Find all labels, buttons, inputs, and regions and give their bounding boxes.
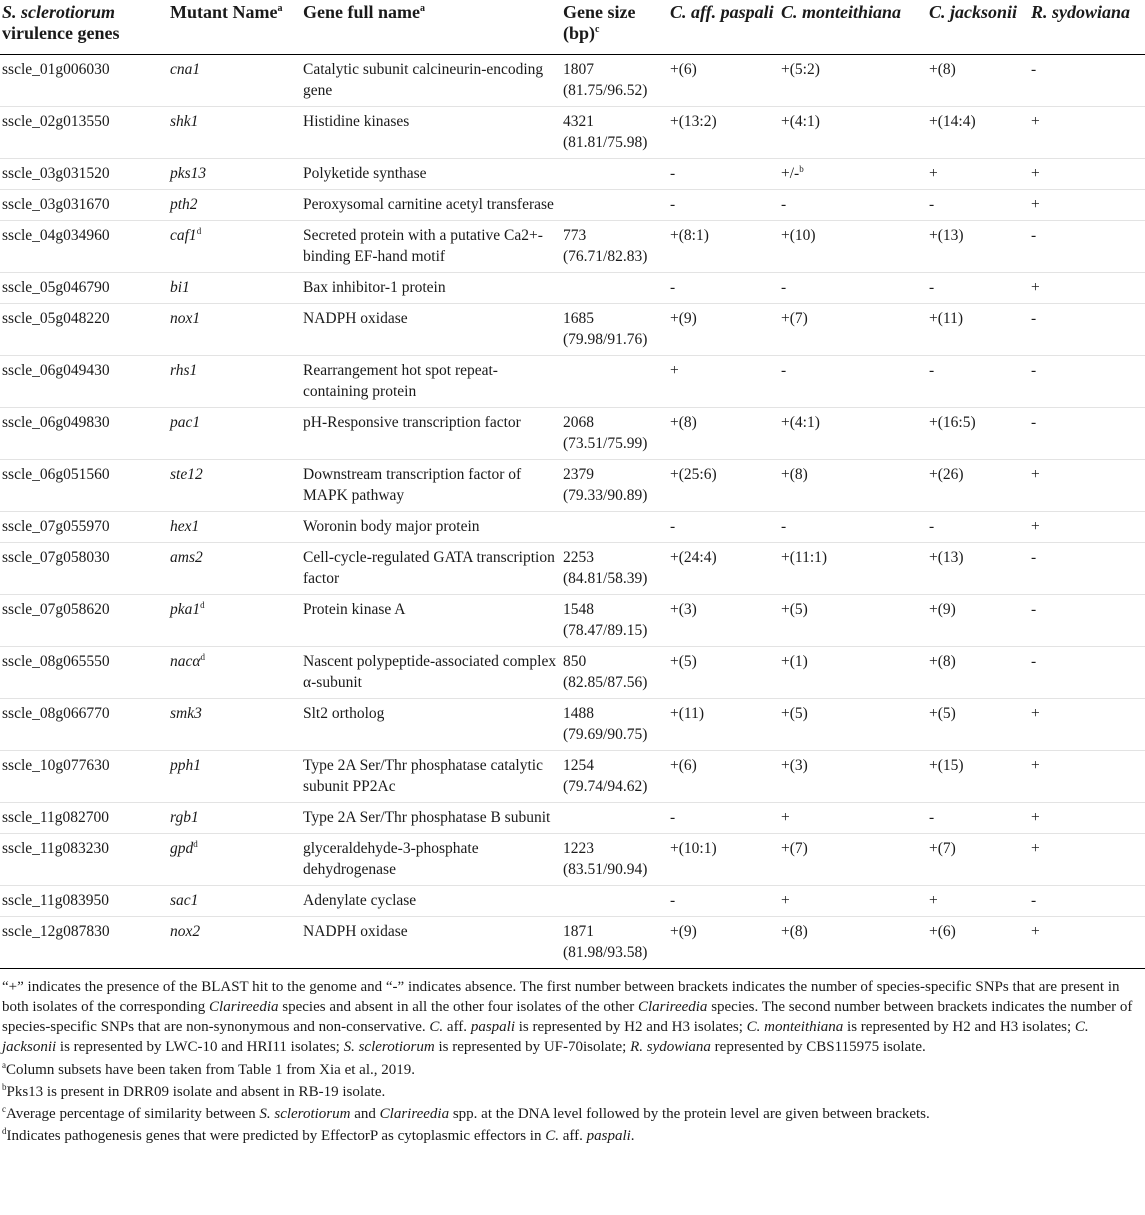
- cell-c-jacksonii: -: [927, 512, 1029, 543]
- table-row: [0, 107, 1145, 159]
- cell-c-jacksonii: +(14:4): [927, 107, 1029, 159]
- cell-c-aff-paspali: -: [668, 273, 779, 304]
- cell-c-aff-paspali: -: [668, 886, 779, 917]
- cell-c-monteithiana: +/-$^b$: [779, 159, 927, 190]
- cell-gene-full-name: Adenylate cyclase: [301, 886, 561, 917]
- cell-gene-id: sscle_02g013550: [0, 107, 168, 159]
- footnote-b: $^b$Pks13 is present in DRR09 isolate and absent in RB-19 isolate.: [2, 1082, 386, 1100]
- cell-c-monteithiana: +(11:1): [779, 543, 927, 595]
- cell-gene-size: [561, 803, 668, 834]
- cell-r-sydowiana: -: [1029, 408, 1145, 460]
- cell-mutant-name: bi1: [168, 273, 301, 304]
- cell-mutant-name: pka1$^d$: [168, 595, 301, 647]
- cell-gene-id: sscle_06g051560: [0, 460, 168, 512]
- cell-c-monteithiana: -: [779, 512, 927, 543]
- cell-c-aff-paspali: +(8): [668, 408, 779, 460]
- cell-gene-full-name: Protein kinase A: [301, 595, 561, 647]
- cell-gene-id: sscle_08g066770: [0, 699, 168, 751]
- table-row: [0, 543, 1145, 595]
- cell-gene-size: 2253 (84.81/58.39): [561, 543, 668, 595]
- cell-r-sydowiana: -: [1029, 304, 1145, 356]
- cell-gene-size: [561, 512, 668, 543]
- cell-r-sydowiana: +: [1029, 699, 1145, 751]
- cell-r-sydowiana: +: [1029, 751, 1145, 803]
- cell-gene-full-name: Type 2A Ser/Thr phosphatase catalytic subunit PP2Ac: [301, 751, 561, 803]
- cell-gene-full-name: Woronin body major protein: [301, 512, 561, 543]
- cell-gene-full-name: Histidine kinases: [301, 107, 561, 159]
- cell-mutant-name: nox1: [168, 304, 301, 356]
- cell-c-monteithiana: +(5): [779, 699, 927, 751]
- cell-mutant-name: caf1$^d$: [168, 221, 301, 273]
- cell-gene-id: sscle_07g058030: [0, 543, 168, 595]
- cell-gene-id: sscle_10g077630: [0, 751, 168, 803]
- table-row: [0, 159, 1145, 190]
- cell-gene-size: 1488 (79.69/90.75): [561, 699, 668, 751]
- header-mutant-name: Mutant Name$^a$: [168, 0, 301, 55]
- cell-gene-id: sscle_12g087830: [0, 917, 168, 969]
- cell-gene-id: sscle_11g083230: [0, 834, 168, 886]
- cell-c-jacksonii: +: [927, 886, 1029, 917]
- cell-gene-size: 1548 (78.47/89.15): [561, 595, 668, 647]
- header-c-jacksonii: C. jacksonii: [927, 0, 1029, 55]
- table-row: [0, 55, 1145, 107]
- cell-gene-size: 1807 (81.75/96.52): [561, 55, 668, 107]
- cell-c-monteithiana: +: [779, 886, 927, 917]
- table-row: [0, 304, 1145, 356]
- cell-gene-full-name: NADPH oxidase: [301, 304, 561, 356]
- cell-mutant-name: smk3: [168, 699, 301, 751]
- cell-c-jacksonii: +: [927, 159, 1029, 190]
- cell-gene-full-name: Secreted protein with a putative Ca2+-binding EF-hand motif: [301, 221, 561, 273]
- cell-mutant-name: rgb1: [168, 803, 301, 834]
- footnote-c: $^c$Average percentage of similarity between S. sclerotiorum and Clarireedia spp. at the DNA level followed by the protein level are given between brackets.: [2, 1104, 930, 1122]
- cell-c-monteithiana: +(4:1): [779, 408, 927, 460]
- cell-c-jacksonii: +(8): [927, 55, 1029, 107]
- cell-r-sydowiana: +: [1029, 917, 1145, 969]
- cell-r-sydowiana: -: [1029, 221, 1145, 273]
- cell-c-aff-paspali: -: [668, 512, 779, 543]
- cell-r-sydowiana: +: [1029, 190, 1145, 221]
- cell-gene-size: [561, 273, 668, 304]
- cell-gene-size: 1871 (81.98/93.58): [561, 917, 668, 969]
- cell-gene-full-name: Bax inhibitor-1 protein: [301, 273, 561, 304]
- cell-gene-full-name: Slt2 ortholog: [301, 699, 561, 751]
- cell-gene-size: 4321 (81.81/75.98): [561, 107, 668, 159]
- cell-c-jacksonii: -: [927, 356, 1029, 408]
- cell-c-aff-paspali: +(8:1): [668, 221, 779, 273]
- cell-gene-id: sscle_06g049830: [0, 408, 168, 460]
- footnote-main: “+” indicates the presence of the BLAST hit to the genome and “-” indicates absence. The first number between brackets indicates the number of species-specific SNPs that are present in both isolates of the corresponding Clarireedia species and absent in all the other four isolates of the other Clarireedia species. The second number between brackets indicates the number of species-specific SNPs that are non-synonymous and non-conservative. C. aff. paspali is represented by H2 and H3 isolates; C. monteithiana is represented by H2 and H3 isolates; C. jacksonii is represented by LWC-10 and HRI11 isolates; S. sclerotiorum is represented by UF-70isolate; R. sydowiana represented by CBS115975 isolate.: [2, 979, 1133, 1055]
- header-gene-size: Gene size (bp)$^c$: [561, 0, 668, 55]
- cell-c-aff-paspali: +: [668, 356, 779, 408]
- cell-mutant-name: pph1: [168, 751, 301, 803]
- table-row: [0, 751, 1145, 803]
- table-row: [0, 699, 1145, 751]
- cell-c-jacksonii: +(7): [927, 834, 1029, 886]
- cell-gene-id: sscle_07g055970: [0, 512, 168, 543]
- cell-r-sydowiana: -: [1029, 595, 1145, 647]
- cell-mutant-name: shk1: [168, 107, 301, 159]
- cell-gene-size: 1254 (79.74/94.62): [561, 751, 668, 803]
- table-body: [0, 55, 1145, 969]
- table-row: [0, 408, 1145, 460]
- cell-gene-full-name: Polyketide synthase: [301, 159, 561, 190]
- cell-gene-full-name: Nascent polypeptide-associated complex α-subunit: [301, 647, 561, 699]
- cell-mutant-name: ams2: [168, 543, 301, 595]
- cell-c-aff-paspali: -: [668, 159, 779, 190]
- cell-gene-size: 2068 (73.51/75.99): [561, 408, 668, 460]
- cell-c-aff-paspali: +(24:4): [668, 543, 779, 595]
- cell-r-sydowiana: +: [1029, 803, 1145, 834]
- footnote-a: $^a$Column subsets have been taken from Table 1 from Xia et al., 2019.: [2, 1060, 415, 1078]
- cell-c-jacksonii: +(5): [927, 699, 1029, 751]
- cell-c-jacksonii: +(8): [927, 647, 1029, 699]
- table-row: [0, 647, 1145, 699]
- cell-c-aff-paspali: +(5): [668, 647, 779, 699]
- cell-r-sydowiana: -: [1029, 543, 1145, 595]
- header-gene-full-name: Gene full name$^a$: [301, 0, 561, 55]
- cell-gene-size: [561, 159, 668, 190]
- cell-c-monteithiana: +(5): [779, 595, 927, 647]
- cell-c-monteithiana: +(7): [779, 304, 927, 356]
- cell-c-aff-paspali: +(3): [668, 595, 779, 647]
- cell-c-monteithiana: -: [779, 190, 927, 221]
- cell-c-jacksonii: -: [927, 803, 1029, 834]
- cell-r-sydowiana: -: [1029, 55, 1145, 107]
- table-row: [0, 356, 1145, 408]
- table-row: [0, 512, 1145, 543]
- header-c-monteithiana: C. monteithiana: [779, 0, 927, 55]
- cell-c-monteithiana: +(7): [779, 834, 927, 886]
- cell-r-sydowiana: +: [1029, 834, 1145, 886]
- cell-gene-full-name: Cell-cycle-regulated GATA transcription factor: [301, 543, 561, 595]
- cell-c-aff-paspali: +(6): [668, 751, 779, 803]
- table-row: [0, 190, 1145, 221]
- table-header-row: [0, 0, 1145, 55]
- table-footnotes: [0, 969, 1145, 1146]
- cell-gene-id: sscle_07g058620: [0, 595, 168, 647]
- header-r-sydowiana: R. sydowiana: [1029, 0, 1145, 55]
- cell-gene-size: [561, 886, 668, 917]
- cell-c-jacksonii: +(11): [927, 304, 1029, 356]
- cell-mutant-name: sac1: [168, 886, 301, 917]
- table-row: [0, 803, 1145, 834]
- cell-gene-id: sscle_11g082700: [0, 803, 168, 834]
- cell-gene-size: 773 (76.71/82.83): [561, 221, 668, 273]
- cell-c-jacksonii: +(6): [927, 917, 1029, 969]
- cell-c-jacksonii: +(13): [927, 221, 1029, 273]
- cell-gene-id: sscle_04g034960: [0, 221, 168, 273]
- cell-gene-size: 850 (82.85/87.56): [561, 647, 668, 699]
- cell-c-monteithiana: +(1): [779, 647, 927, 699]
- cell-gene-id: sscle_05g048220: [0, 304, 168, 356]
- cell-gene-full-name: glyceraldehyde-3-phosphate dehydrogenase: [301, 834, 561, 886]
- cell-r-sydowiana: -: [1029, 647, 1145, 699]
- cell-gene-id: sscle_03g031520: [0, 159, 168, 190]
- cell-r-sydowiana: +: [1029, 273, 1145, 304]
- cell-mutant-name: gpd$^d$: [168, 834, 301, 886]
- cell-c-aff-paspali: -: [668, 190, 779, 221]
- cell-c-jacksonii: +(9): [927, 595, 1029, 647]
- table-row: [0, 460, 1145, 512]
- cell-gene-size: [561, 356, 668, 408]
- cell-gene-full-name: Downstream transcription factor of MAPK pathway: [301, 460, 561, 512]
- header-virulence-genes: S. sclerotiorum virulence genes: [0, 0, 168, 55]
- cell-mutant-name: rhs1: [168, 356, 301, 408]
- cell-c-aff-paspali: +(9): [668, 917, 779, 969]
- cell-gene-id: sscle_05g046790: [0, 273, 168, 304]
- cell-c-aff-paspali: -: [668, 803, 779, 834]
- cell-c-aff-paspali: +(6): [668, 55, 779, 107]
- cell-c-monteithiana: +(8): [779, 460, 927, 512]
- cell-c-monteithiana: +(10): [779, 221, 927, 273]
- cell-r-sydowiana: +: [1029, 159, 1145, 190]
- cell-gene-size: 1223 (83.51/90.94): [561, 834, 668, 886]
- cell-gene-size: 2379 (79.33/90.89): [561, 460, 668, 512]
- table-row: [0, 595, 1145, 647]
- table-row: [0, 221, 1145, 273]
- cell-c-jacksonii: -: [927, 190, 1029, 221]
- cell-r-sydowiana: +: [1029, 107, 1145, 159]
- cell-gene-full-name: NADPH oxidase: [301, 917, 561, 969]
- cell-gene-full-name: Type 2A Ser/Thr phosphatase B subunit: [301, 803, 561, 834]
- cell-c-monteithiana: +(8): [779, 917, 927, 969]
- cell-gene-size: [561, 190, 668, 221]
- cell-mutant-name: hex1: [168, 512, 301, 543]
- cell-c-aff-paspali: +(25:6): [668, 460, 779, 512]
- cell-gene-full-name: Catalytic subunit calcineurin-encoding gene: [301, 55, 561, 107]
- cell-mutant-name: nox2: [168, 917, 301, 969]
- cell-c-jacksonii: +(26): [927, 460, 1029, 512]
- cell-c-monteithiana: +: [779, 803, 927, 834]
- cell-mutant-name: pth2: [168, 190, 301, 221]
- footnote-d: $^d$Indicates pathogenesis genes that were predicted by EffectorP as cytoplasmic effectors in C. aff. paspali.: [2, 1126, 635, 1144]
- cell-c-monteithiana: +(3): [779, 751, 927, 803]
- cell-gene-full-name: pH-Responsive transcription factor: [301, 408, 561, 460]
- cell-c-jacksonii: +(16:5): [927, 408, 1029, 460]
- cell-c-aff-paspali: +(9): [668, 304, 779, 356]
- cell-r-sydowiana: +: [1029, 512, 1145, 543]
- cell-gene-full-name: Peroxysomal carnitine acetyl transferase: [301, 190, 561, 221]
- cell-c-aff-paspali: +(13:2): [668, 107, 779, 159]
- cell-c-aff-paspali: +(11): [668, 699, 779, 751]
- cell-gene-id: sscle_01g006030: [0, 55, 168, 107]
- cell-gene-id: sscle_11g083950: [0, 886, 168, 917]
- cell-c-jacksonii: +(15): [927, 751, 1029, 803]
- table-row: [0, 917, 1145, 969]
- cell-gene-id: sscle_06g049430: [0, 356, 168, 408]
- cell-gene-full-name: Rearrangement hot spot repeat-containing protein: [301, 356, 561, 408]
- cell-c-aff-paspali: +(10:1): [668, 834, 779, 886]
- cell-c-monteithiana: -: [779, 273, 927, 304]
- header-c-aff-paspali: C. aff. paspali: [668, 0, 779, 55]
- cell-c-monteithiana: -: [779, 356, 927, 408]
- cell-mutant-name: pks13: [168, 159, 301, 190]
- cell-c-jacksonii: -: [927, 273, 1029, 304]
- cell-mutant-name: ste12: [168, 460, 301, 512]
- cell-c-monteithiana: +(5:2): [779, 55, 927, 107]
- cell-gene-id: sscle_03g031670: [0, 190, 168, 221]
- cell-mutant-name: pac1: [168, 408, 301, 460]
- table-row: [0, 273, 1145, 304]
- cell-c-monteithiana: +(4:1): [779, 107, 927, 159]
- table-row: [0, 834, 1145, 886]
- cell-mutant-name: cna1: [168, 55, 301, 107]
- cell-r-sydowiana: -: [1029, 356, 1145, 408]
- cell-r-sydowiana: -: [1029, 886, 1145, 917]
- cell-gene-size: 1685 (79.98/91.76): [561, 304, 668, 356]
- cell-mutant-name: nacα$^d$: [168, 647, 301, 699]
- cell-gene-id: sscle_08g065550: [0, 647, 168, 699]
- cell-r-sydowiana: +: [1029, 460, 1145, 512]
- cell-c-jacksonii: +(13): [927, 543, 1029, 595]
- table-row: [0, 886, 1145, 917]
